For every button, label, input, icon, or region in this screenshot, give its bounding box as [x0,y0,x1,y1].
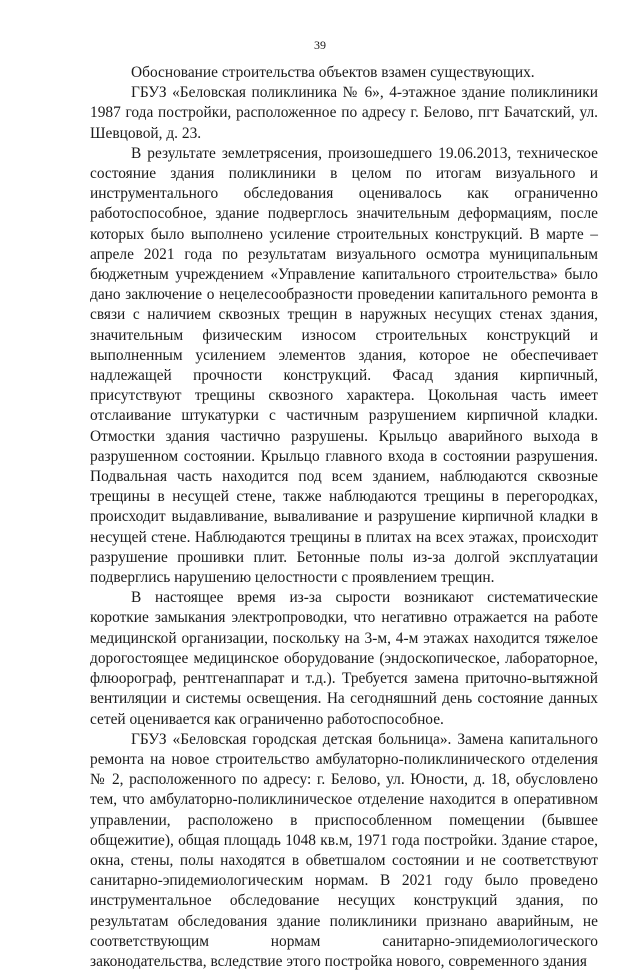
document-body [90,63,598,972]
page-number: 39 [314,38,326,52]
paragraph-childrens-hospital: ГБУЗ «Беловская городская детская больница». Замена капитального ремонта на новое строительство амбулаторно-поликлинического отделения № 2, расположенного по адресу: г. Белово, ул. Юности, д. 18, обусловлено тем, что амбулаторно-поликлиническое отделение находится в оперативном управлении, расположено в приспособленном помещении (бывшее общежитие), общая площадь 1048 кв.м, 1971 года постройки. Здание старое, окна, стены, полы находятся в обветшалом состоянии и не соответствуют санитарно-эпидемиологическим нормам. В 2021 году было проведено инструментальное обследование несущих конструкций здания, по результатам обследования здание поликлиники признано аварийным, не соответствующим нормам санитарно-эпидемиологического законодательства, вследствие этого постройка нового, современного здания [90,730,598,970]
paragraph-polyclinic-6: ГБУЗ «Беловская поликлиника № 6», 4-этажное здание поликлиники 1987 года постройки, расположенное по адресу г. Белово, пгт Бачатский, ул. Шевцовой, д. 23. [90,84,598,142]
paragraph-electrical-issues: В настоящее время из-за сырости возникают систематические короткие замыкания электропроводки, что негативно отражается на работе медицинской организации, поскольку на 3-м, 4-м этажах находится тяжелое дорогостоящее медицинское оборудование (эндоскопическое, лабораторное, флюорограф, рентгенаппарат и т.д.). Требуется замена приточно-вытяжной вентиляции и системы освещения. На сегодняшний день состояние данных сетей оценивается как ограниченно работоспособное. [90,589,598,728]
paragraph-heading: Обоснование строительства объектов взамен существующих. [131,64,535,81]
paragraph-earthquake-condition: В результате землетрясения, произошедшего 19.06.2013, техническое состояние здания поликлиники в целом по итогам визуального и инструментального обследования оценивалось как ограниченно работоспособное, здание подверглось значительным деформациям, после которых было выполнено усиление строительных конструкций. В марте – апреле 2021 года по результатам визуального осмотра муниципальным бюджетным учреждением «Управление капитального строительства» было дано заключение о нецелесообразности проведении капитального ремонта в связи с наличием сквозных трещин в наружных несущих стенах здания, значительным физическим износом строительных конструкций и выполненным усилением элементов здания, которое не обеспечивает надлежащей прочности конструкций. Фасад здания кирпичный, присутствуют трещины сквозного характера. Цокольная часть имеет отслаивание штукатурки с частичным разрушением кирпичной кладки. Отмостки здания частично разрушены. Крыльцо аварийного выхода в разрушенном состоянии. Крыльцо главного входа в состоянии разрушения. Подвальная часть находится под всем зданием, наблюдаются сквозные трещины в несущей стене, также наблюдаются трещины в перегородках, происходит выдавливание, вываливание и разрушение кирпичной кладки в несущей стене. Наблюдаются трещины в плитах на всех этажах, происходит разрушение прошивки плит. Бетонные полы из-за долгой эксплуатации подверглись нарушению целостности с проявлением трещин. [90,144,598,587]
